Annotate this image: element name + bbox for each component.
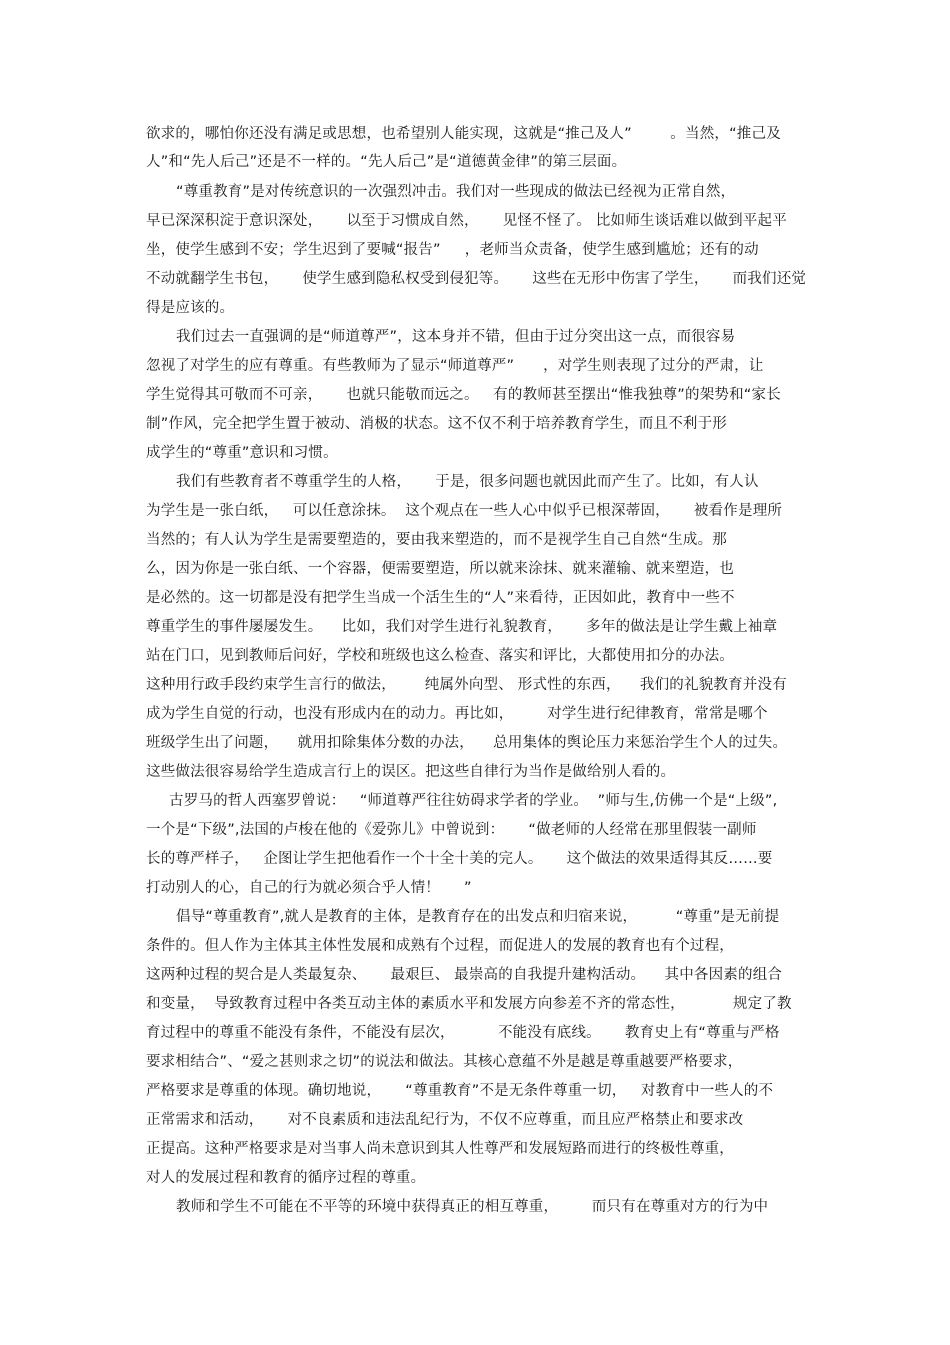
text-line: 要求相结合”、“爱之甚则求之切”的说法和做法。其核心意蕴不外是越是尊重越要严格要求， [146,1054,743,1070]
text-line: 长的尊严样子， 企图让学生把他看作一个十全十美的完人。 这个做法的效果适得其反……要 [146,851,773,867]
text-line: 当然的；有人认为学生是需要塑造的，要由我来塑造的，而不是视学生自己自然“生成。那 [146,532,728,548]
text-line: 严格要求是尊重的体现。确切地说， “尊重教育”不是无条件尊重一切， 对教育中一些人的不 [146,1083,774,1099]
text-line: 成学生的“尊重”意识和习惯。 [146,445,338,461]
text-line: 么，因为你是一张白纸、一个容器，便需要塑造，所以就来涂抹、就来灌输、就来塑造，也 [146,561,734,577]
text-line: 一个是“下级”,法国的卢梭在他的《爱弥儿》中曾说到： “做老师的人经常在那里假装一副师 [146,822,757,838]
text-line: “尊重教育”是对传统意识的一次强烈冲击。我们对一些现成的做法已经视为正常自然， [176,184,736,200]
text-line: 古罗马的哲人西塞罗曾说： “师道尊严往往妨碍求学者的学业。 ”师与生,仿佛一个是“上级”, [169,793,778,809]
text-line: 早已深深积淀于意识深处， 以至于习惯成自然， 见怪不怪了。 比如师生谈话难以做到平起平 [146,213,787,229]
text-line: 学生觉得其可敬而不可亲， 也就只能敬而远之。 有的教师甚至摆出“惟我独尊”的架势和“家长 [146,387,781,403]
text-line: 和变量， 导致教育过程中各类互动主体的素质水平和发展方向参差不齐的常态性， 规定了教 [146,996,792,1012]
text-line: 对人的发展过程和教育的循序过程的尊重。 [146,1170,426,1186]
text-line: 站在门口，见到教师后问好，学校和班级也这么检查、落实和评比，大都使用扣分的办法。 [146,648,734,664]
text-line: 忽视了对学生的应有尊重。有些教师为了显示“师道尊严” ，对学生则表现了过分的严肃，让 [146,358,764,374]
text-line: 正常需求和活动， 对不良素质和违法乱纪行为，不仅不应尊重，而且应严格禁止和要求改 [146,1112,744,1128]
text-line: 不动就翻学生书包， 使学生感到隐私权受到侵犯等。 这些在无形中伤害了学生， 而我们还觉 [146,271,807,287]
text-line: 这两种过程的契合是人类最复杂、 最艰巨、 最崇高的自我提升建构活动。 其中各因素的组合 [146,967,783,983]
text-line: 为学生是一张白纸， 可以任意涂抹。 这个观点在一些人心中似乎已根深蒂固， 被看作是理所 [146,503,783,519]
text-line: 尊重学生的事件屡屡发生。 比如，我们对学生进行礼貌教育， 多年的做法是让学生戴上袖章 [146,619,778,635]
text-line: 成为学生自觉的行动，也没有形成内在的动力。再比如， 对学生进行纪律教育，常常是哪个 [146,706,768,722]
text-line: 欲求的，哪怕你还没有满足或思想，也希望别人能实现，这就是“推己及人” 。当然，“推己及 [146,126,781,142]
text-line: 正提高。这种严格要求是对当事人尚未意识到其人性尊严和发展短路而进行的终极性尊重， [146,1141,734,1157]
text-line: 制”作风，完全把学生置于被动、消极的状态。这不仅不利于培养教育学生，而且不利于形 [146,416,728,432]
text-line: 教师和学生不可能在不平等的环境中获得真正的相互尊重， 而只有在尊重对方的行为中 [176,1199,769,1215]
text-line: 条件的。但人作为主体其主体性发展和成熟有个过程，而促进人的发展的教育也有个过程， [146,938,734,954]
text-line: 是必然的。这一切都是没有把学生当成一个活生生的“人”来看待，正因如此，教育中一些不 [146,590,735,606]
text-line: 人”和“先人后己”还是不一样的。“先人后己”是“道德黄金律”的第三层面。 [146,154,627,170]
text-line: 打动别人的心，自己的行为就必须合乎人情！ ” [146,880,472,896]
text-line: 这种用行政手段约束学生言行的做法， 纯属外向型、 形式性的东西， 我们的礼貌教育并没有 [146,677,787,693]
text-line: 班级学生出了问题， 就用扣除集体分数的办法， 总用集体的舆论压力来惩治学生个人的过失。 [146,735,788,751]
text-line: 育过程中的尊重不能没有条件，不能没有层次， 不能没有底线。 教育史上有“尊重与严格 [146,1025,780,1041]
text-line: 我们过去一直强调的是“师道尊严”，这本身并不错，但由于过分突出这一点，而很容易 [176,329,736,345]
text-line: 我们有些教育者不尊重学生的人格， 于是，很多问题也就因此而产生了。比如，有人认 [176,474,759,490]
text-line: 得是应该的。 [146,300,235,316]
text-line: 倡导“尊重教育”,就人是教育的主体，是教育存在的出发点和归宿来说， “尊重”是无前提 [176,909,780,925]
text-line: 坐，使学生感到不安；学生迟到了要喊“报告” ，老师当众责备，使学生感到尴尬；还有的动 [146,242,759,258]
text-line: 这些做法很容易给学生造成言行上的误区。把这些自律行为当作是做给别人看的。 [146,764,676,780]
